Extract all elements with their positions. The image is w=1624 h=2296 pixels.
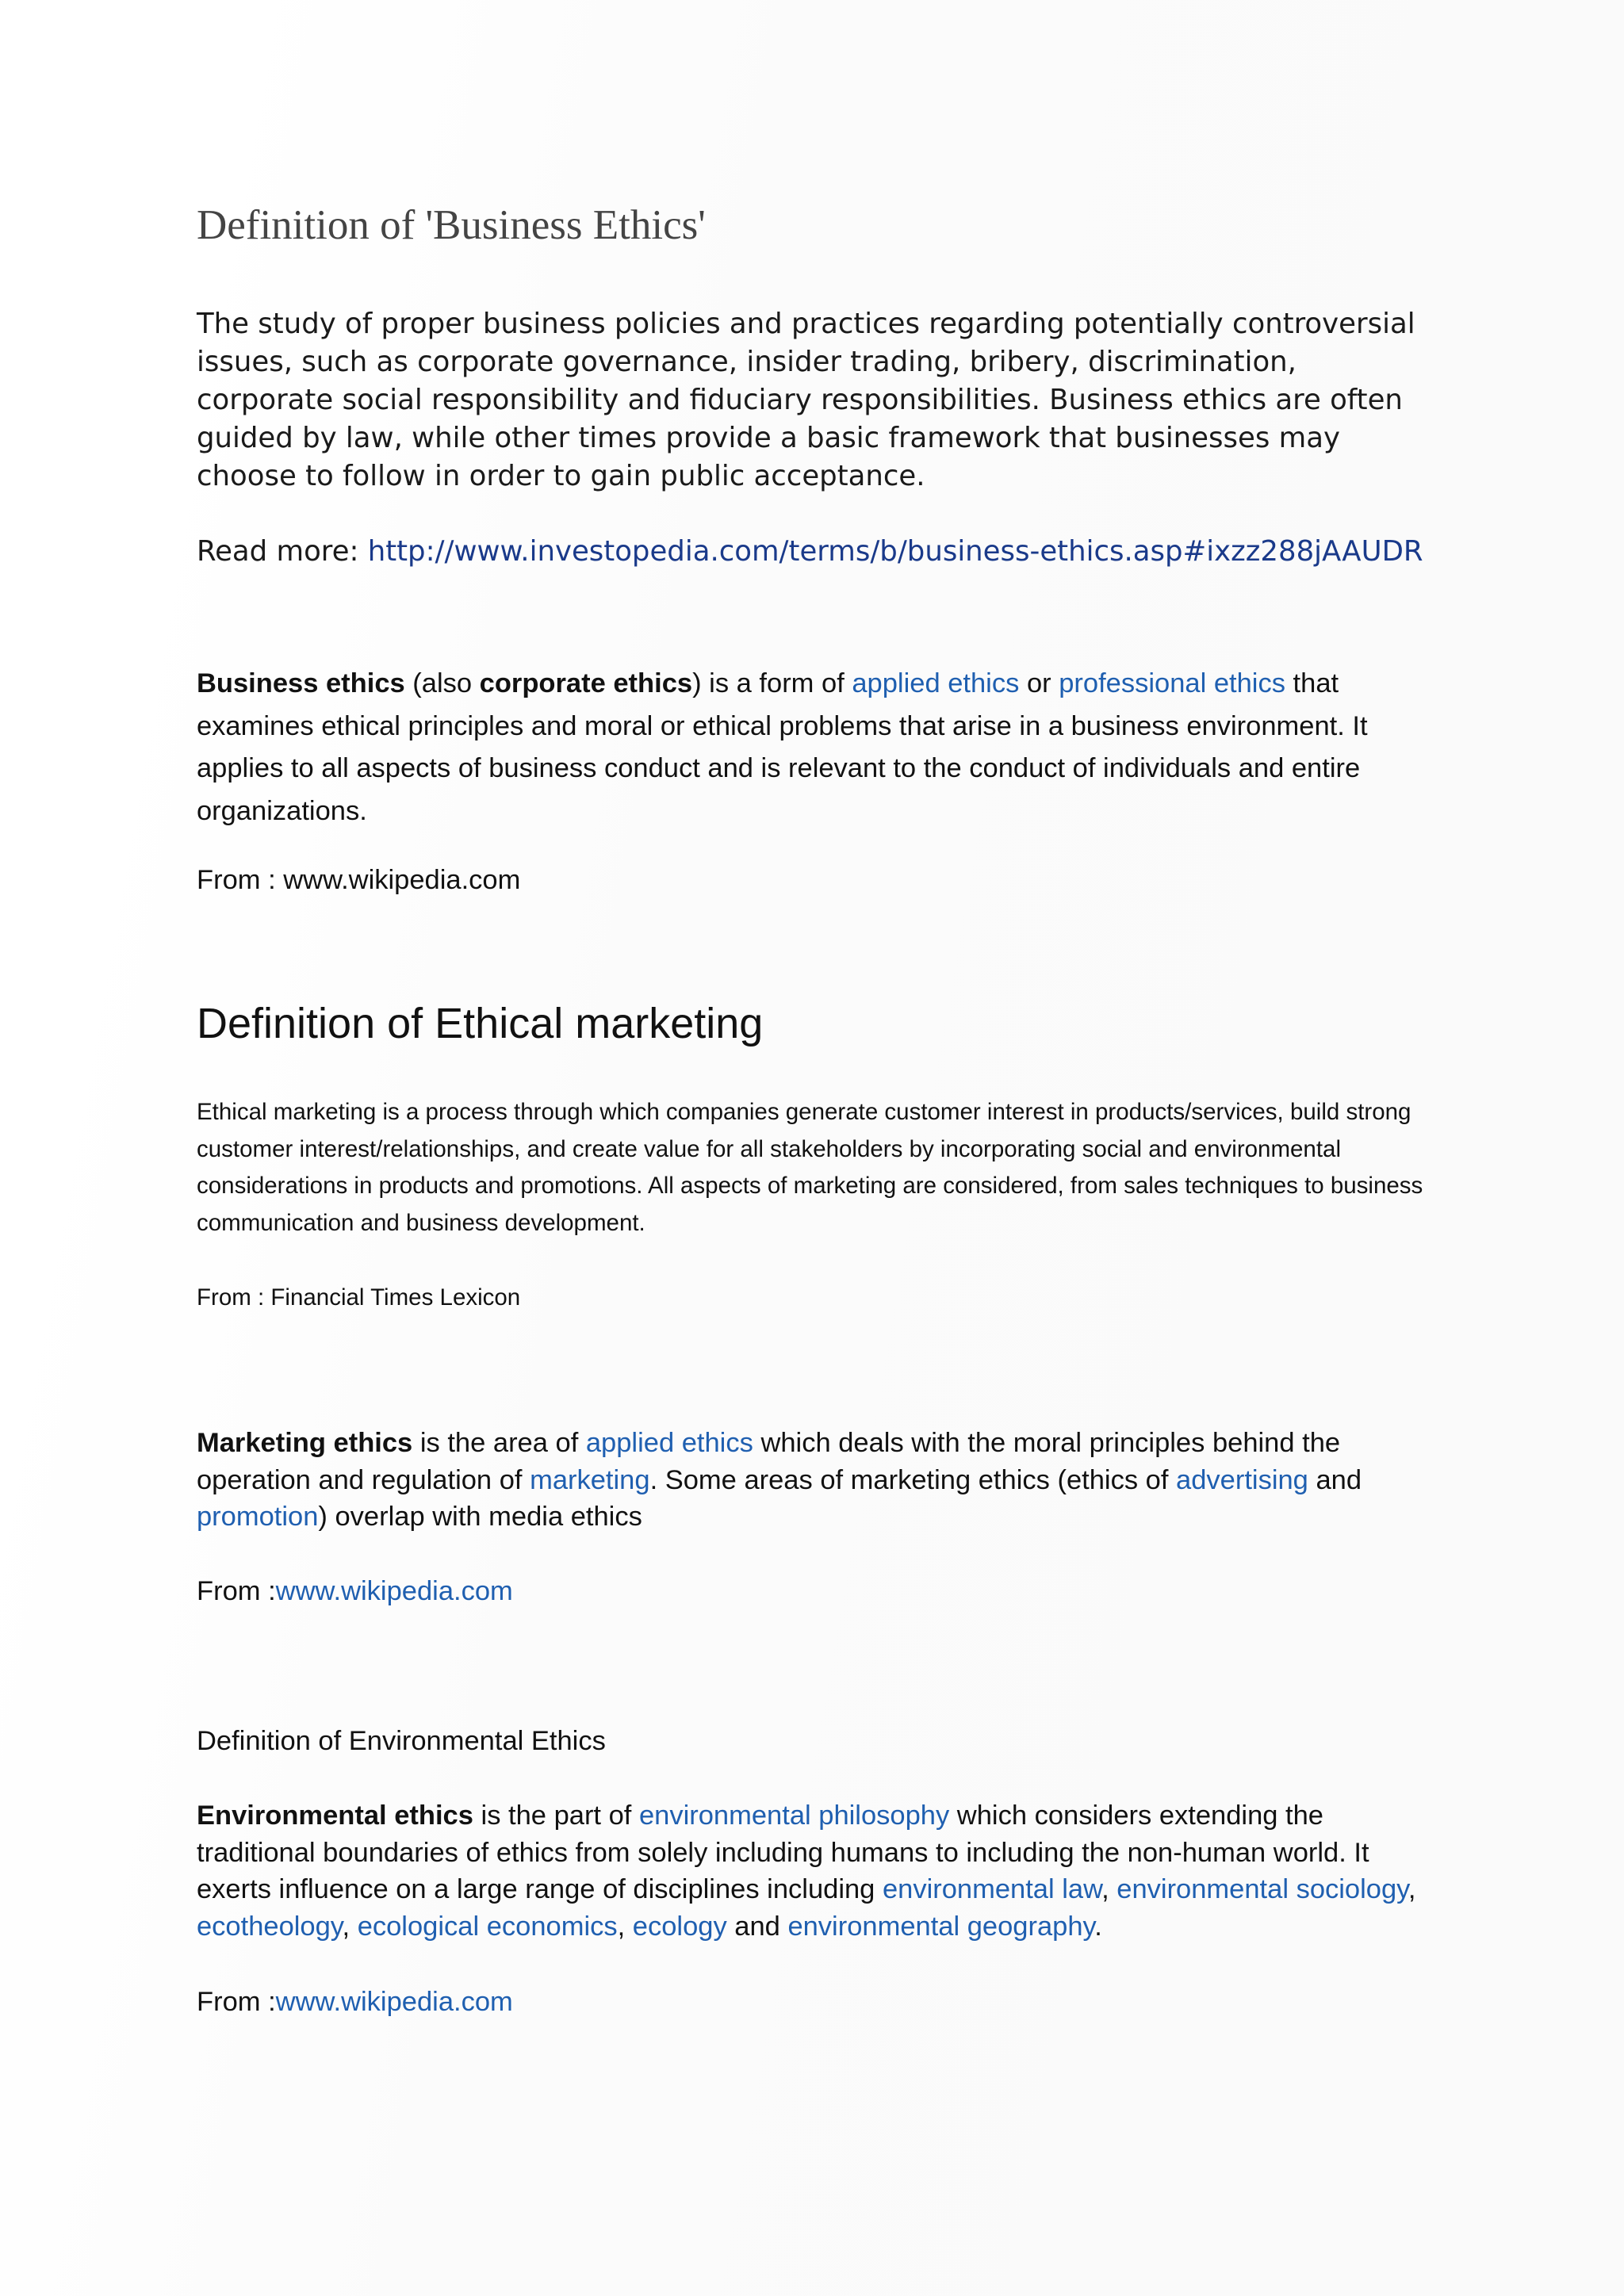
applied-ethics-link[interactable]: applied ethics	[852, 668, 1020, 698]
text-segment: which deals with the moral principles behind the operation and regulation of	[197, 1428, 1341, 1495]
source-wikipedia-3	[197, 1984, 1434, 2021]
source-wikipedia-2	[197, 1573, 1434, 1610]
text-segment: and	[726, 1911, 788, 1942]
text-segment: (also	[404, 668, 480, 698]
text-segment: . Some areas of marketing ethics (ethics of	[649, 1464, 1177, 1495]
environmental-philosophy-link[interactable]: environmental philosophy	[638, 1800, 950, 1831]
text-segment: ) is a form of	[692, 668, 852, 698]
section-title-environmental-ethics: Definition of Environmental Ethics	[197, 1726, 606, 1756]
business-ethics-wiki-paragraph	[197, 663, 1434, 832]
text-segment: ) overlap with media ethics	[318, 1502, 642, 1532]
wikipedia-link-3[interactable]: www.wikipedia.com	[275, 1987, 513, 2017]
environmental-law-link[interactable]: environmental law	[882, 1874, 1102, 1904]
marketing-ethics-paragraph	[197, 1425, 1434, 1536]
text-segment: or	[1019, 668, 1059, 698]
marketing-link[interactable]: marketing	[530, 1464, 650, 1495]
text-segment: which considers extending the traditional boundaries of ethics from solely including humans to including the non-human world. It exerts influence on a large range of disciplines including	[197, 1800, 1369, 1904]
environmental-sociology-link[interactable]: environmental sociology	[1116, 1874, 1408, 1904]
source-financial-times: From : Financial Times Lexicon	[197, 1284, 521, 1311]
source-wikipedia-1: From : www.wikipedia.com	[197, 865, 521, 895]
text-segment: and	[1308, 1464, 1362, 1495]
separator: ,	[1101, 1874, 1117, 1904]
read-more-line	[197, 533, 1434, 571]
read-more-label: Read more:	[197, 535, 359, 568]
environmental-geography-link[interactable]: environmental geography	[787, 1911, 1095, 1942]
wikipedia-link-2[interactable]: www.wikipedia.com	[275, 1576, 513, 1606]
business-ethics-definition: The study of proper business policies and practices regarding potentially controversial issues, such as corporate governance, insider trading, bribery, discrimination, corporate social responsibility and fiduciary responsibilities. Business ethics are often guided by law, while other times provide a basic framework that businesses may choose to follow in order to gain public acceptance.	[197, 308, 1415, 492]
ecotheology-link[interactable]: ecotheology	[197, 1911, 343, 1942]
text-segment: that examines ethical principles and moral or ethical problems that arise in a business environment. It applies to all aspects of business conduct and is relevant to the conduct of individuals and entire organizations.	[197, 668, 1368, 826]
ecology-link[interactable]: ecology	[632, 1911, 727, 1942]
separator: ,	[1408, 1874, 1416, 1904]
ecological-economics-link[interactable]: ecological economics	[357, 1911, 618, 1942]
term-business-ethics: Business ethics	[197, 668, 405, 698]
source-label: From :	[197, 1576, 276, 1606]
investopedia-link[interactable]: http://www.investopedia.com/terms/b/business-ethics.asp#ixzz288jAAUDR	[367, 535, 1423, 568]
text-segment: is the part of	[473, 1800, 639, 1831]
term-marketing-ethics: Marketing ethics	[197, 1428, 413, 1458]
ethical-marketing-definition: Ethical marketing is a process through which companies generate customer interest in products/services, build strong customer interest/relationships, and create value for all stakeholders by incorporating social and environmental considerations in products and promotions. All aspects of marketing are considered, from sales techniques to business communication and business development.	[197, 1099, 1423, 1236]
text-segment: is the area of	[412, 1428, 586, 1458]
advertising-link[interactable]: advertising	[1176, 1464, 1308, 1495]
term-corporate-ethics: corporate ethics	[479, 668, 693, 698]
text-segment: .	[1094, 1911, 1102, 1942]
section-title-ethical-marketing: Definition of Ethical marketing	[197, 1000, 764, 1047]
separator: ,	[617, 1911, 633, 1942]
section-title-business-ethics: Definition of 'Business Ethics'	[197, 202, 706, 248]
source-label: From :	[197, 1987, 276, 2017]
applied-ethics-link-2[interactable]: applied ethics	[585, 1428, 753, 1458]
professional-ethics-link[interactable]: professional ethics	[1059, 668, 1285, 698]
term-environmental-ethics: Environmental ethics	[197, 1800, 473, 1831]
promotion-link[interactable]: promotion	[197, 1502, 319, 1532]
separator: ,	[342, 1911, 358, 1942]
environmental-ethics-paragraph	[197, 1797, 1434, 1945]
